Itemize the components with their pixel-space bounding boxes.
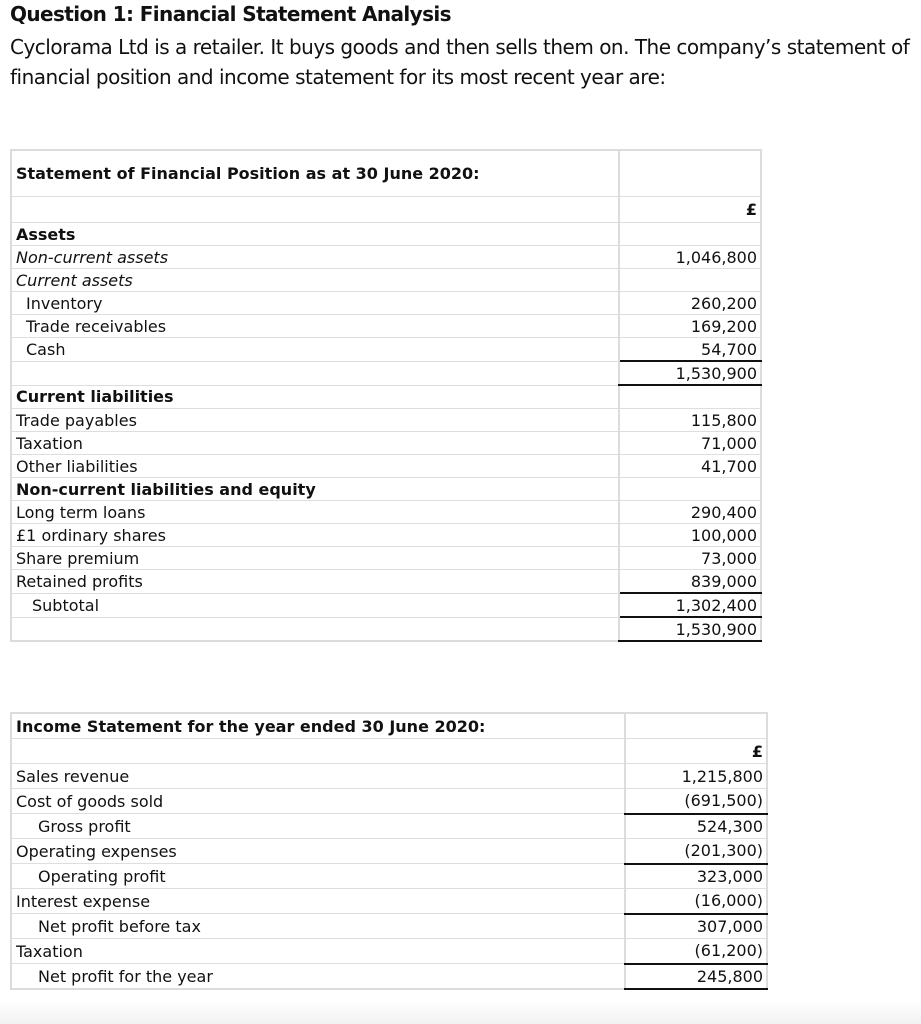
- row-value: [619, 385, 761, 409]
- row-value: [619, 223, 761, 246]
- row-label: Net profit before tax: [11, 914, 625, 939]
- table-row: [11, 455, 761, 478]
- question-title: Question 1: Financial Statement Analysis: [10, 2, 451, 26]
- question-intro: Cyclorama Ltd is a retailer. It buys goods and then sells them on. The company’s statement of financial position and income statement for its most recent year are:: [10, 35, 910, 89]
- row-value: (691,500): [625, 789, 767, 814]
- row-label: Trade receivables: [11, 315, 619, 338]
- table-cell: [11, 739, 625, 764]
- row-value: (61,200): [625, 939, 767, 964]
- table-cell: [11, 197, 619, 223]
- table-row: [11, 246, 761, 269]
- row-value: 260,200: [619, 292, 761, 315]
- table-row: [11, 939, 767, 964]
- row-label: Current liabilities: [11, 385, 619, 409]
- table-row: [11, 338, 761, 362]
- row-label: Inventory: [11, 292, 619, 315]
- row-value: 169,200: [619, 315, 761, 338]
- table-title: Income Statement for the year ended 30 June 2020:: [11, 713, 625, 739]
- row-label: £1 ordinary shares: [11, 524, 619, 547]
- net-profit-value: 245,800: [625, 964, 767, 990]
- row-value: 71,000: [619, 432, 761, 455]
- row-value: (16,000): [625, 889, 767, 914]
- table-row: [11, 223, 761, 246]
- table-row: [11, 478, 761, 501]
- row-label: Net profit for the year: [11, 964, 625, 990]
- row-label: Assets: [11, 223, 619, 246]
- net-profit-row: [11, 964, 767, 990]
- table-title: Statement of Financial Position as at 30 June 2020:: [11, 150, 619, 197]
- row-label: Other liabilities: [11, 455, 619, 478]
- subtotal-value: 1,302,400: [619, 593, 761, 617]
- table-row: [11, 570, 761, 594]
- row-label: Interest expense: [11, 889, 625, 914]
- row-label: [11, 361, 619, 385]
- table-row: [11, 269, 761, 292]
- table-row: [11, 914, 767, 939]
- row-label: Operating profit: [11, 864, 625, 889]
- table-row: [11, 889, 767, 914]
- table-row: [11, 547, 761, 570]
- row-label: Non-current liabilities and equity: [11, 478, 619, 501]
- table-row: [11, 789, 767, 814]
- row-value: 839,000: [619, 570, 761, 594]
- statement-of-financial-position-table: [10, 149, 762, 642]
- row-value: 307,000: [625, 914, 767, 939]
- table-row: [11, 409, 761, 432]
- page-bottom-fade: [0, 1000, 921, 1024]
- row-label: Trade payables: [11, 409, 619, 432]
- row-label: Cash: [11, 338, 619, 362]
- table-row: [11, 524, 761, 547]
- total-assets-row: [11, 361, 761, 385]
- table-cell: [619, 150, 761, 197]
- table-row: [11, 432, 761, 455]
- total-liabilities-equity-row: [11, 617, 761, 641]
- table-row: [11, 315, 761, 338]
- row-value: [619, 269, 761, 292]
- row-label: Share premium: [11, 547, 619, 570]
- row-value: 1,046,800: [619, 246, 761, 269]
- row-value: 323,000: [625, 864, 767, 889]
- row-label: Operating expenses: [11, 839, 625, 864]
- currency-row: [11, 739, 767, 764]
- currency-label: £: [625, 739, 767, 764]
- row-value: 524,300: [625, 814, 767, 839]
- row-value: 100,000: [619, 524, 761, 547]
- row-label: Subtotal: [11, 593, 619, 617]
- row-label: [11, 617, 619, 641]
- table-header-row: [11, 713, 767, 739]
- table-row: [11, 385, 761, 409]
- row-label: Non-current assets: [11, 246, 619, 269]
- row-value: 54,700: [619, 338, 761, 362]
- row-label: Taxation: [11, 939, 625, 964]
- row-value: 73,000: [619, 547, 761, 570]
- table-row: [11, 839, 767, 864]
- row-value: 41,700: [619, 455, 761, 478]
- row-label: Cost of goods sold: [11, 789, 625, 814]
- row-label: Taxation: [11, 432, 619, 455]
- row-label: Gross profit: [11, 814, 625, 839]
- table-cell: [625, 713, 767, 739]
- income-statement-table: [10, 712, 768, 990]
- row-label: Sales revenue: [11, 764, 625, 789]
- subtotal-row: [11, 593, 761, 617]
- table-row: [11, 764, 767, 789]
- total-liabilities-equity-value: 1,530,900: [619, 617, 761, 641]
- table-row: [11, 864, 767, 889]
- table-row: [11, 814, 767, 839]
- total-assets-value: 1,530,900: [619, 361, 761, 385]
- row-value: [619, 478, 761, 501]
- row-label: Long term loans: [11, 501, 619, 524]
- currency-label: £: [619, 197, 761, 223]
- currency-row: [11, 197, 761, 223]
- row-value: 290,400: [619, 501, 761, 524]
- row-label: Current assets: [11, 269, 619, 292]
- row-label: Retained profits: [11, 570, 619, 594]
- row-value: (201,300): [625, 839, 767, 864]
- row-value: 115,800: [619, 409, 761, 432]
- table-row: [11, 501, 761, 524]
- table-row: [11, 292, 761, 315]
- table-header-row: [11, 150, 761, 197]
- row-value: 1,215,800: [625, 764, 767, 789]
